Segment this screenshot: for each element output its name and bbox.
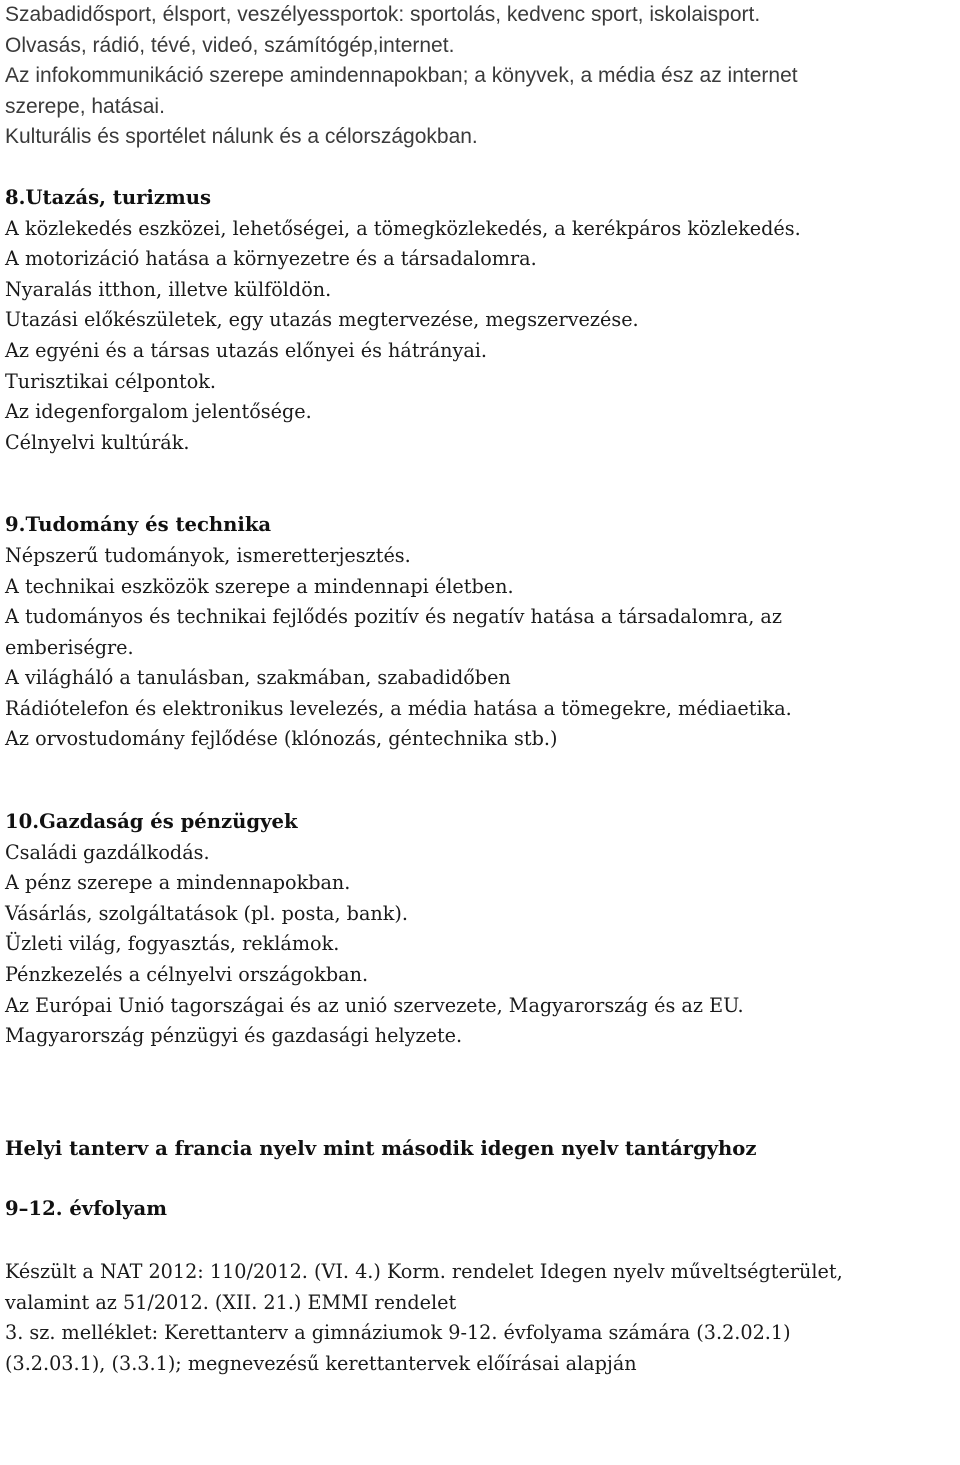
section-line: emberiségre. [5, 635, 134, 659]
section-line: A világháló a tanulásban, szakmában, szabadidőben [5, 666, 511, 690]
section-line: Üzleti világ, fogyasztás, reklámok. [5, 932, 340, 956]
document-page [5, 0, 955, 1379]
source-line: Készült a NAT 2012: 110/2012. (VI. 4.) Korm. rendelet Idegen nyelv műveltségterület, [5, 1260, 843, 1283]
section-line: Pénzkezelés a célnyelvi országokban. [5, 963, 369, 987]
section-8 [5, 183, 955, 458]
section-line: Az egyéni és a társas utazás előnyei és hátrányai. [5, 338, 488, 362]
intro-block [5, 0, 955, 153]
section-title: 9.Tudomány és technika [5, 513, 272, 537]
section-title: 10.Gazdaság és pénzügyek [5, 810, 298, 834]
section-line: Magyarország pénzügyi és gazdasági helyzete. [5, 1024, 463, 1048]
section-9 [5, 510, 955, 755]
section-line: Rádiótelefon és elektronikus levelezés, a média hatása a tömegekre, médiaetika. [5, 696, 792, 720]
source-line: 3. sz. melléklet: Kerettanterv a gimnáziumok 9-12. évfolyama számára (3.2.02.1) [5, 1321, 791, 1345]
intro-line: Szabadidősport, élsport, veszélyessportok: sportolás, kedvenc sport, iskolaisport. [5, 3, 761, 26]
curriculum-title: Helyi tanterv a francia nyelv mint második idegen nyelv tantárgyhoz [5, 1136, 757, 1160]
section-line: Családi gazdálkodás. [5, 840, 210, 864]
section-line: A technikai eszközök szerepe a mindennapi életben. [5, 574, 514, 598]
section-line: Az idegenforgalom jelentősége. [5, 400, 312, 424]
intro-line: Az infokommunikáció szerepe amindennapokban; a könyvek, a média ész az internet [5, 64, 798, 88]
section-line: A motorizáció hatása a környezetre és a társadalomra. [5, 247, 537, 271]
intro-line: szerepe, hatásai. [5, 94, 165, 118]
section-line: A közlekedés eszközei, lehetőségei, a tömegközlekedés, a kerékpáros közlekedés. [5, 216, 801, 240]
section-line: Az Európai Unió tagországai és az unió szervezete, Magyarország és az EU. [5, 993, 744, 1017]
section-line: A tudományos és technikai fejlődés pozitív és negatív hatása a társadalomra, az [5, 605, 782, 629]
intro-line: Olvasás, rádió, tévé, videó, számítógép,internet. [5, 33, 455, 57]
section-line: Nyaralás itthon, illetve külföldön. [5, 277, 332, 301]
grade-range: 9–12. évfolyam [5, 1197, 167, 1221]
intro-line: Kulturális és sportélet nálunk és a célországokban. [5, 125, 478, 149]
section-line: Utazási előkészületek, egy utazás megtervezése, megszervezése. [5, 308, 639, 332]
curriculum-block [5, 1134, 955, 1380]
section-line: Az orvostudomány fejlődése (klónozás, géntechnika stb.) [5, 727, 558, 751]
section-line: Vásárlás, szolgáltatások (pl. posta, bank). [5, 901, 408, 925]
source-line: valamint az 51/2012. (XII. 21.) EMMI rendelet [5, 1290, 457, 1314]
source-line: (3.2.03.1), (3.3.1); megnevezésű kerettantervek előírásai alapján [5, 1351, 637, 1375]
section-line: Népszerű tudományok, ismeretterjesztés. [5, 543, 411, 567]
section-line: Turisztikai célpontok. [5, 369, 216, 393]
section-line: A pénz szerepe a mindennapokban. [5, 871, 351, 895]
section-line: Célnyelvi kultúrák. [5, 430, 190, 454]
section-10 [5, 807, 955, 1052]
section-title: 8.Utazás, turizmus [5, 185, 211, 209]
